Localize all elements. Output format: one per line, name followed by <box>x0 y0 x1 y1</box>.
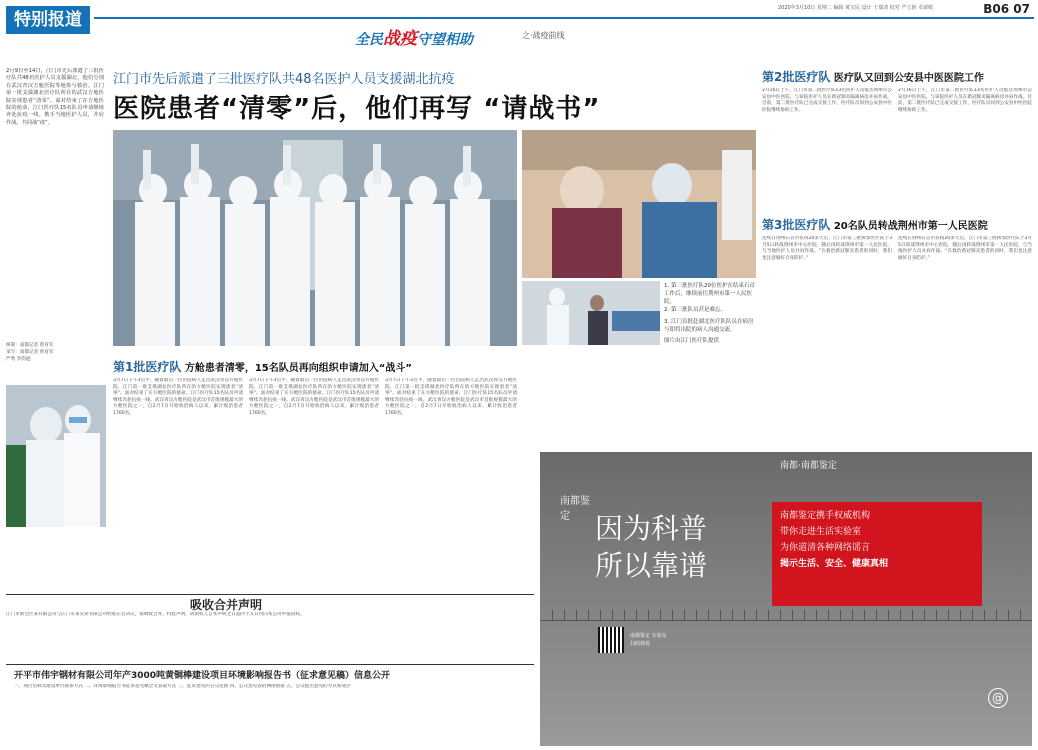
section3-num: 第3批医疗队 <box>762 218 831 232</box>
notice2-rule <box>6 664 534 665</box>
qr-caption: 南都鉴定 实验室 扫码观看 <box>630 633 667 647</box>
ad-red-line-2: 带你走进生活实验室 <box>780 527 862 537</box>
notice2-body: 一、项目名称及建设单位联系方式 二、环境影响报告书征求意见稿全文获取方式 三、征求意见的公众范围 四、公众意见表的网络链接 五、公众提出意见的方式和途径 <box>14 684 351 689</box>
section3-head <box>762 216 1032 233</box>
ad-headline-1: 因为科普 <box>595 512 708 545</box>
notice-rule <box>6 594 534 595</box>
notice1-body: 江门市新会区某有限公司与江门市某实业有限公司经股东会决议，拟吸收合并，特此声明。请债权人自本声明之日起四十五日内向本公司申报债权。 <box>6 612 305 617</box>
banner-part3: 守望相助 <box>417 32 473 48</box>
header-rule <box>94 17 1034 19</box>
medical-team-photo <box>113 130 517 346</box>
qr-code-icon[interactable] <box>598 627 624 653</box>
ad-ruler-ticks <box>552 610 1022 620</box>
section1-title: 方舱患者清零，15名队员再向组织申请加入“战斗” <box>184 363 412 374</box>
notice2-title: 开平市伟宇钢材有限公司年产3000吨黄铜棒建设项目环境影响报告书（征求意见稿）信息公开 <box>14 671 391 681</box>
photo-caption-3: 3. 江门首批赴湖北医疗队队员在病房与即将出院的病人沟通交流。 <box>664 319 754 333</box>
photo-caption-2: 2. 第三批队员甚是难忘。 <box>664 307 726 313</box>
banner-part1: 全民 <box>355 32 383 48</box>
ward-photo <box>522 130 756 278</box>
ad-red-line-1: 南都鉴定携手权威机构 <box>780 511 871 521</box>
ad-badge: 南都鉴定 <box>560 496 590 522</box>
page-number: B06 07 <box>983 2 1030 16</box>
section2-num: 第2批医疗队 <box>762 70 831 84</box>
section3-body-col1: 连续在荆州石首市抗疫20多天后，江门市第三批援鄂医疗队于3月5日转战荆州市中心医院，随后再转战荆州市第一人民医院，与当地医护人员并肩作战。“在救治新冠肺炎患者的同时，我们也注意做好自身防护。” <box>762 236 892 261</box>
byline-1: 统筹：南都记者 曾育军 <box>6 343 54 348</box>
campaign-banner <box>355 24 473 49</box>
section2-head <box>762 68 1032 85</box>
date-line: 2020年3月10日 星期二 编辑 黄宝民 设计 王瑞清 校对 严立新 卓淑媛 <box>778 5 933 11</box>
section2-body-col2: 2月16日上午，江门市第二批医疗队13名医护人员抵达荆州市公安县中医医院，与该院医护人员在新冠肺炎隔离病房并肩作战。目前，第二批医疗队已完成交接工作，医疗队员回到公安县中医医院继续协助工作。 <box>898 88 1032 113</box>
section1-body-col1: 3月7日下午3点半，随着最后一位出院病人走出武汉青汉方舱医院，江门第一批支援湖北医疗队所在的方舱医院实现患者“清零”。面对结束了在方舱医院的使命，江门医疗队15名队员申请继续奔赴抗疫一线。武汉青汉方舱医院是武汉市首批规模最大的方舱医院之一，自2月7日开始收治病人以来，累计收治患者1760名。 <box>113 378 243 416</box>
ad-red-line-3: 为你道清各种网络谣言 <box>780 543 871 553</box>
photo-caption-1: 1. 第三批医疗队20位医护在结束石首工作后，继续前往荆州市第一人民医院。 <box>664 283 755 305</box>
byline-2: 采写：南都记者 曾育军 <box>6 350 54 355</box>
science-ad <box>540 452 1032 746</box>
section1-body-col3: 3月7日下午3点半，随着最后一位出院病人走出武汉青汉方舱医院，江门第一批支援湖北医疗队所在的方舱医院实现患者“清零”。面对结束了在方舱医院的使命，江门医疗队15名队员申请继续奔赴抗疫一线。武汉青汉方舱医院是武汉市首批规模最大的方舱医院之一，自2月7日开始收治病人以来，累计收治患者1760名。 <box>385 378 517 416</box>
section2-body-col1: 2月16日上午，江门市第二批医疗队13名医护人员抵达荆州市公安县中医医院，与该院医护人员在新冠肺炎隔离病房并肩作战。目前，第二批医疗队已完成交接工作，医疗队员回到公安县中医医院继续协助工作。 <box>762 88 892 113</box>
section2-title: 医疗队又回到公安县中医医院工作 <box>833 73 984 84</box>
section1-head <box>113 358 523 375</box>
ad-brand: 南都·南都鉴定 <box>780 461 837 471</box>
photo-credit: 图片由江门医疗队提供 <box>664 338 720 344</box>
nurse-photo <box>6 385 106 527</box>
section3-title: 20名队员转战荆州市第一人民医院 <box>833 221 988 232</box>
section1-num: 第1批医疗队 <box>113 360 182 374</box>
banner-part2: 战疫 <box>383 29 417 49</box>
ad-red-line-4: 揭示生活、安全、健康真相 <box>780 559 889 569</box>
section-tag: 特别报道 <box>6 6 90 34</box>
section1-body-col2: 3月7日下午3点半，随着最后一位出院病人走出武汉青汉方舱医院，江门第一批支援湖北医疗队所在的方舱医院实现患者“清零”。面对结束了在方舱医院的使命，江门医疗队15名队员申请继续奔赴抗疫一线。武汉青汉方舱医院是武汉市首批规模最大的方舱医院之一，自2月7日开始收治病人以来，累计收治患者1760名。 <box>249 378 379 416</box>
intro-column: 2月9日至14日，江门市先后派遣了三批医疗队共48名医护人员支援湖北，他们分别在武汉青汉方舱医院等地参与救治。江门第一批支援湖北医疗队所在的武汉方舱医院实现患者“清零”。面对结束了在方舱医院的使命，江门医疗队15名队员申请继续奔赴抗疫一线。携手当地医护人员，并肩作战，共同战“疫”。 <box>6 68 104 126</box>
at-sign-icon: @ <box>988 688 1008 708</box>
banner-subtitle: 之·战疫前线 <box>522 31 565 40</box>
ad-red-box <box>772 502 982 606</box>
byline-3: 严秀 罗韵逊 <box>6 357 31 362</box>
notice1-title: 吸收合并声明 <box>190 598 263 612</box>
article-title: 医院患者“清零”后，他们再写 “请战书” <box>113 94 601 124</box>
hospital-room-photo <box>522 281 660 345</box>
article-subtitle: 江门市先后派遣了三批医疗队共48名医护人员支援湖北抗疫 <box>113 72 455 87</box>
ad-ruler <box>540 620 1032 621</box>
section3-body-col2: 连续在荆州石首市抗疫20多天后，江门市第三批援鄂医疗队于3月5日转战荆州市中心医院，随后再转战荆州市第一人民医院，与当地医护人员并肩作战。“在救治新冠肺炎患者的同时，我们也注意做好自身防护。” <box>898 236 1032 261</box>
ad-headline-2: 所以靠谱 <box>595 549 708 582</box>
